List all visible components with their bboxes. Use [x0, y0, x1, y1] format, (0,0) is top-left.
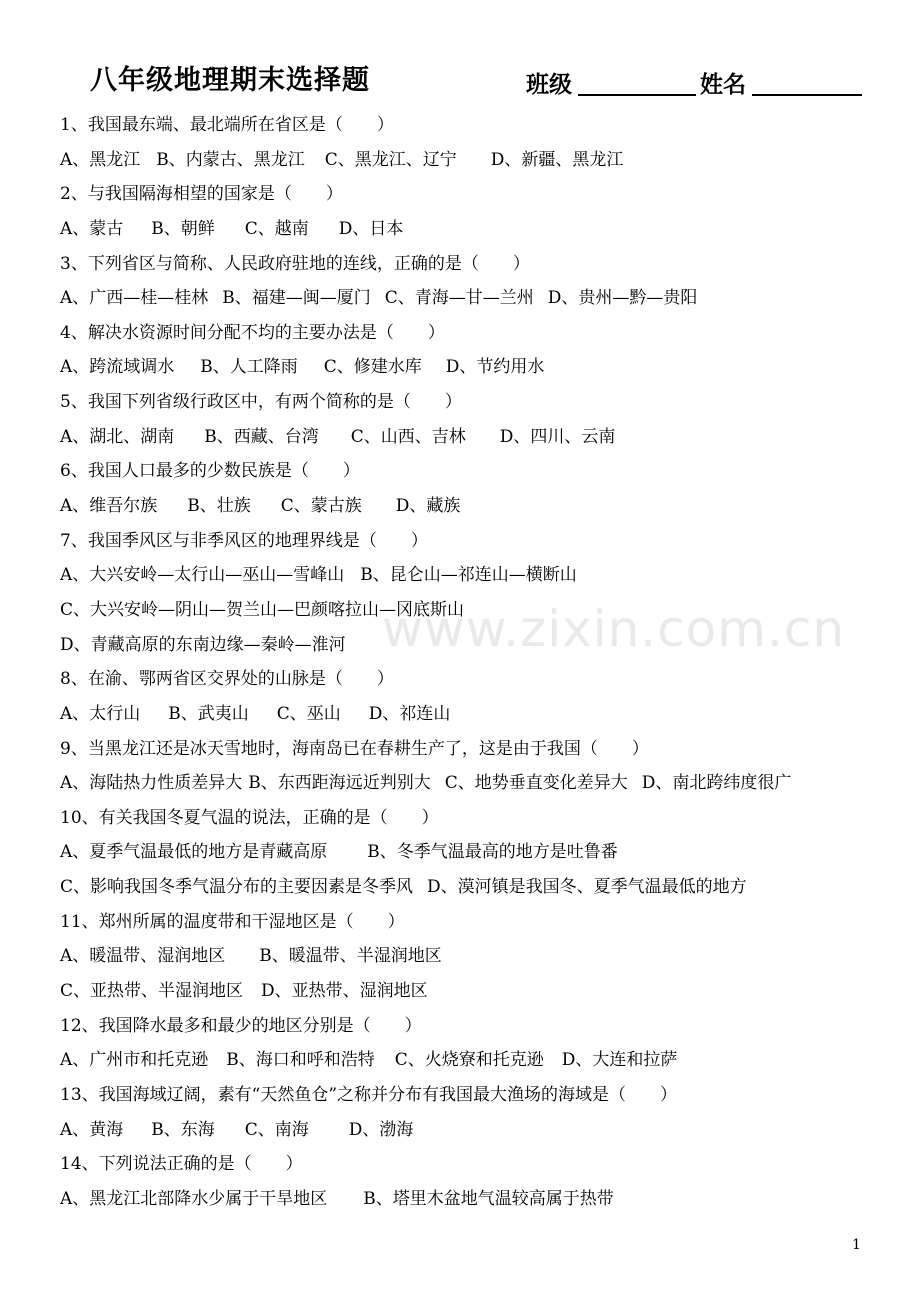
option-row: [60, 874, 880, 909]
name-label: 姓名: [700, 72, 746, 98]
class-label: 班级: [526, 72, 572, 98]
answer-option[interactable]: A、维吾尔族: [60, 496, 158, 517]
answer-option[interactable]: B、西藏、台湾: [204, 426, 319, 447]
answer-option[interactable]: B、昆仑山—祁连山—横断山: [360, 565, 577, 586]
question-stem: 14、下列说法正确的是（ ）: [60, 1154, 303, 1175]
answer-option[interactable]: A、海陆热力性质差异大: [60, 773, 243, 794]
question-stem: 11、郑州所属的温度带和干湿地区是（ ）: [60, 911, 405, 932]
answer-option[interactable]: A、跨流域调水: [60, 357, 175, 378]
option-row: [60, 1047, 880, 1082]
option-row: [60, 839, 880, 874]
watermark: www.zixin.com.cn: [382, 600, 846, 658]
answer-option[interactable]: A、广州市和托克逊: [60, 1050, 209, 1071]
option-row: [60, 285, 880, 320]
question-list: [60, 112, 880, 1221]
question-stem: 6、我国人口最多的少数民族是（ ）: [60, 461, 360, 482]
question-stem: 12、我国降水最多和最少的地区分别是（ ）: [60, 1015, 422, 1036]
question-stem: 7、我国季风区与非季风区的地理界线是（ ）: [60, 530, 428, 551]
answer-option[interactable]: C、南海: [244, 1119, 309, 1140]
answer-option[interactable]: C、青海—甘—兰州: [384, 288, 534, 309]
answer-option[interactable]: D、日本: [338, 218, 404, 239]
option-row: [60, 770, 880, 805]
class-blank-line[interactable]: [578, 94, 696, 96]
answer-option[interactable]: B、人工降雨: [200, 357, 298, 378]
answer-option[interactable]: D、亚热带、湿润地区: [261, 981, 428, 1002]
question-stem: 3、下列省区与简称、人民政府驻地的连线，正确的是（ ）: [60, 253, 530, 274]
answer-option[interactable]: C、地势垂直变化差异大: [444, 773, 628, 794]
question-stem: 1、我国最东端、最北端所在省区是（ ）: [60, 115, 394, 135]
answer-option[interactable]: B、壮族: [187, 496, 251, 517]
option-row: [60, 1186, 880, 1221]
page-title: 八年级地理期末选择题: [90, 65, 370, 96]
question-stem: 13、我国海域辽阔，素有“天然鱼仓”之称并分布有我国最大渔场的海域是（ ）: [60, 1084, 678, 1105]
page-header: [90, 58, 870, 104]
answer-option[interactable]: C、黑龙江、辽宁: [324, 149, 457, 170]
option-row: [60, 943, 880, 978]
answer-option[interactable]: B、福建—闽—厦门: [222, 288, 371, 309]
answer-option[interactable]: A、黄海: [60, 1119, 124, 1140]
question-stem: 4、解决水资源时间分配不均的主要办法是（ ）: [60, 322, 445, 343]
question-stem: 10、有关我国冬夏气温的说法，正确的是（ ）: [60, 807, 439, 828]
answer-option[interactable]: D、南北跨纬度很广: [641, 773, 792, 794]
answer-option[interactable]: B、暖温带、半湿润地区: [259, 946, 442, 967]
option-row: [60, 424, 880, 459]
question-stem: 2、与我国隔海相望的国家是（ ）: [60, 184, 343, 205]
answer-option[interactable]: C、大兴安岭—阴山—贺兰山—巴颜喀拉山—冈底斯山: [60, 599, 465, 620]
option-row: [60, 493, 880, 528]
page-number: 1: [852, 1237, 861, 1253]
answer-option[interactable]: B、武夷山: [168, 703, 249, 724]
answer-option[interactable]: C、蒙古族: [280, 496, 362, 517]
answer-option[interactable]: C、亚热带、半湿润地区: [60, 981, 244, 1002]
answer-option[interactable]: A、湖北、湖南: [60, 426, 175, 447]
option-row: [60, 1117, 880, 1152]
answer-option[interactable]: B、塔里木盆地气温较高属于热带: [363, 1188, 614, 1209]
question-stem: 8、在渝、鄂两省区交界处的山脉是（ ）: [60, 669, 394, 690]
answer-option[interactable]: B、内蒙古、黑龙江: [156, 149, 305, 170]
answer-option[interactable]: B、海口和呼和浩特: [226, 1050, 375, 1071]
option-row: [60, 147, 880, 182]
answer-option[interactable]: B、朝鲜: [151, 218, 215, 239]
answer-option[interactable]: D、渤海: [348, 1119, 414, 1140]
answer-option[interactable]: D、四川、云南: [499, 426, 616, 447]
option-row: [60, 216, 880, 251]
answer-option[interactable]: C、巫山: [276, 703, 341, 724]
answer-option[interactable]: D、祁连山: [368, 703, 451, 724]
answer-option[interactable]: C、影响我国冬季气温分布的主要因素是冬季风: [60, 877, 414, 898]
option-row: [60, 701, 880, 736]
answer-option[interactable]: A、广西—桂—桂林: [60, 288, 209, 309]
answer-option[interactable]: D、节约用水: [445, 357, 545, 378]
answer-option[interactable]: D、藏族: [395, 496, 461, 517]
answer-option[interactable]: C、火烧寮和托克逊: [394, 1050, 544, 1071]
option-row: [60, 562, 880, 597]
answer-option[interactable]: D、新疆、黑龙江: [490, 149, 624, 170]
answer-option[interactable]: C、修建水库: [323, 357, 422, 378]
question-stem: 5、我国下列省级行政区中，有两个简称的是（ ）: [60, 392, 462, 413]
answer-option[interactable]: A、蒙古: [60, 218, 124, 239]
name-blank-line[interactable]: [752, 94, 862, 96]
answer-option[interactable]: A、黑龙江北部降水少属于干旱地区: [60, 1188, 328, 1209]
answer-option[interactable]: D、漠河镇是我国冬、夏季气温最低的地方: [427, 877, 747, 898]
answer-option[interactable]: B、东西距海远近判别大: [248, 773, 431, 794]
answer-option[interactable]: B、东海: [151, 1119, 215, 1140]
answer-option[interactable]: D、大连和拉萨: [561, 1050, 678, 1071]
answer-option[interactable]: A、暖温带、湿润地区: [60, 946, 226, 967]
answer-option[interactable]: C、山西、吉林: [350, 426, 466, 447]
answer-option[interactable]: A、黑龙江: [60, 149, 141, 170]
answer-option[interactable]: A、夏季气温最低的地方是青藏高原: [60, 842, 328, 863]
answer-option[interactable]: D、青藏高原的东南边缘—秦岭—淮河: [60, 634, 346, 655]
answer-option[interactable]: A、太行山: [60, 703, 141, 724]
option-row: [60, 978, 880, 1013]
answer-option[interactable]: B、冬季气温最高的地方是吐鲁番: [367, 842, 618, 863]
option-row: [60, 354, 880, 389]
answer-option[interactable]: C、越南: [244, 218, 309, 239]
question-stem: 9、当黑龙江还是冰天雪地时，海南岛已在春耕生产了，这是由于我国（ ）: [60, 738, 649, 759]
answer-option[interactable]: D、贵州—黔—贵阳: [547, 288, 698, 309]
answer-option[interactable]: A、大兴安岭—太行山—巫山—雪峰山: [60, 565, 345, 586]
